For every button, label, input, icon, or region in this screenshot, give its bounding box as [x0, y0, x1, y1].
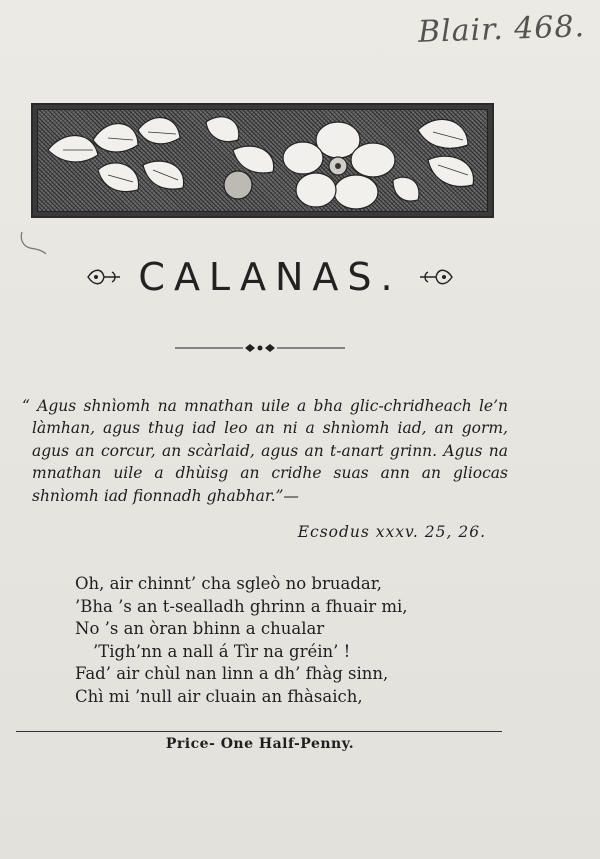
fleuron-left-icon [84, 264, 124, 290]
epigraph-citation: Ecsodus xxxv. 25, 26. [297, 523, 486, 541]
handwritten-shelfmark: Blair. 468. [417, 9, 586, 50]
poem-line: ’Tigh’nn a nall á Tìr na gréin’ ! [93, 641, 351, 661]
page-title: CALANAS. [138, 255, 402, 299]
pencil-mark-icon [18, 228, 48, 258]
title-row [60, 252, 480, 302]
poem-line: No ’s an òran bhinn a chualar [75, 619, 325, 638]
footer-rule [16, 731, 502, 732]
poem-line: Chì mi ’null air cluain an fhàsaich, [75, 686, 363, 706]
fleuron-right-icon [416, 264, 456, 290]
flower-engraving-icon [38, 110, 488, 212]
poem-line: ’Bha ’s an t-sealladh ghrinn a fhuair mi, [75, 596, 408, 616]
price-line: Price- One Half-Penny. [165, 736, 355, 752]
poem-line: Fad’ air chùl nan linn a dh’ fhàg sinn, [75, 664, 389, 683]
flower-ornament-banner [31, 103, 494, 218]
poem-line: Oh, air chinnt’ cha sgleò no bruadar, [75, 574, 383, 593]
epigraph-quote: “ Agus shnìomh na mnathan uile a bha glic-chridheach le’n làmhan, agus thug iad leo an ni a shnìomh iad, an gorm, agus an corcur, an scàrlaid, agus an t-anart grinn. Agus na mnathan uile a dhùisg an cridhe suas ann an gliocas shnìomh iad fionnadh ghabhar.”— [22, 397, 508, 505]
diamond-rule-ornament [175, 341, 345, 355]
poem-stanza [75, 573, 495, 708]
